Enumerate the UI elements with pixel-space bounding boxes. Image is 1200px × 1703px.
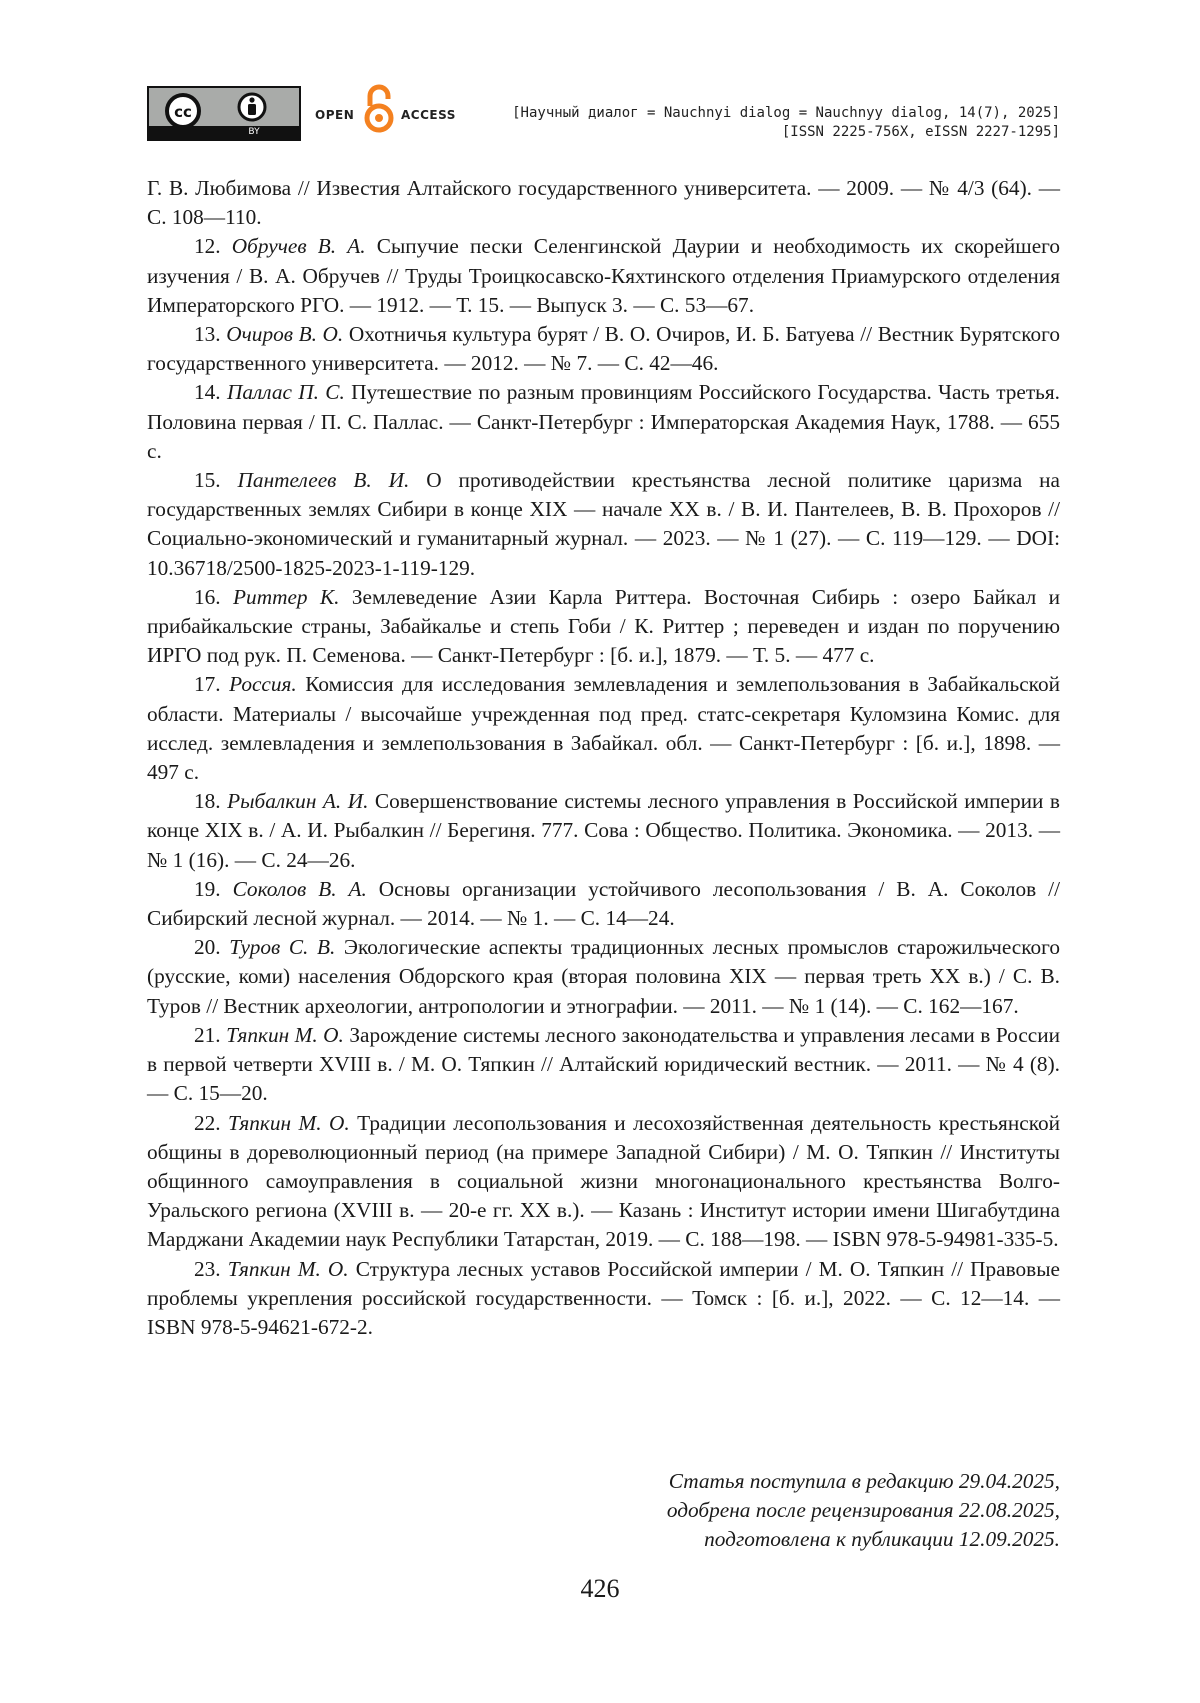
reference-text: Экологические аспекты традиционных лесных промыслов старожильческого (русские, коми) населения Обдорского края (вторая половина XIX — первая треть XX в.) / С. В. Туров // Вестник археологии, антропологии и этнографии. — 2011. — № 1 (14). — С. 162—167.: [147, 935, 1061, 1018]
reference-item: [147, 1021, 1060, 1109]
reference-item: [147, 670, 1060, 787]
page-header: [147, 84, 1060, 144]
reference-author: Риттер К.: [233, 584, 340, 609]
reference-item: [147, 875, 1060, 933]
reference-number: 18.: [194, 789, 221, 814]
prepared-date: подготовлена к публикации 12.09.2025.: [704, 1527, 1060, 1551]
reference-item: [147, 320, 1060, 378]
reference-number: 12.: [194, 234, 221, 259]
reference-number: 20.: [194, 935, 221, 960]
page-number: 426: [580, 1574, 620, 1603]
reference-text: Путешествие по разным провинциям Российского Государства. Часть третья. Половина первая / П. С. Паллас. — Санкт-Петербург : Императорская Академия Наук, 1788. — 655 с.: [147, 380, 1061, 463]
journal-title-line: [Научный диалог = Nauchnyi dialog = Nauchnyy dialog, 14(7), 2025]: [512, 105, 1060, 121]
reference-item: [147, 1255, 1060, 1343]
reference-number: 22.: [194, 1110, 221, 1135]
reference-author: Тяпкин М. О.: [226, 1022, 344, 1047]
cc-by-label: BY: [248, 127, 260, 137]
approved-date: одобрена после рецензирования 22.08.2025,: [666, 1498, 1060, 1522]
reference-text: Землеведение Азии Карла Риттера. Восточная Сибирь : озеро Байкал и прибайкальские страны, Забайкалье и степь Гоби / К. Риттер ; переведен и издан по поручению ИРГО под рук. П. Семенова. — Санкт-Петербург : [б. и.], 1879. — Т. 5. — 477 с.: [147, 584, 1061, 668]
reference-author: Обручев В. А.: [231, 234, 366, 259]
reference-items: [147, 232, 1060, 1342]
open-access-open-text: OPEN: [315, 108, 355, 122]
reference-text: Сыпучие пески Селенгинской Даурии и необходимость их скорейшего изучения / В. А. Обручев // Труды Троицкосавско-Кяхтинского отделения Приамурского отделения Императорского РГО. — 1912. — Т. 15. — Выпуск 3. — С. 53—67.: [147, 234, 1061, 317]
reference-author: Туров С. В.: [229, 935, 336, 960]
reference-text: Совершенствование системы лесного управления в Российской империи в конце XIX в. / А. И. Рыбалкин // Берегиня. 777. Сова : Общество. Политика. Экономика. — 2013. — № 1 (16). — С. 24—26.: [147, 789, 1060, 872]
reference-text: Структура лесных уставов Российской империи / М. О. Тяпкин // Правовые проблемы укрепления российской государственности. — Томск : [б. и.], 2022. — С. 12—14. — ISBN 978-5-94621-672-2.: [147, 1256, 1060, 1339]
reference-item: [147, 933, 1060, 1021]
reference-item: [147, 232, 1060, 320]
reference-text: Охотничья культура бурят / В. О. Очиров, И. Б. Батуева // Вестник Бурятского государственного университета. — 2012. — № 7. — С. 42—46.: [147, 322, 1061, 376]
reference-number: 17.: [194, 672, 221, 697]
reference-item: [147, 583, 1060, 671]
journal-issn-line: [ISSN 2225-756X, eISSN 2227-1295]: [781, 124, 1060, 140]
reference-number: 16.: [194, 584, 221, 609]
reference-author: Тяпкин М. О.: [228, 1110, 350, 1135]
reference-text: Зарождение системы лесного законодательства и управления лесами в России в первой четверти XVIII в. / М. О. Тяпкин // Алтайский юридический вестник. — 2011. — № 4 (8). — С. 15—20.: [147, 1022, 1061, 1106]
reference-author: Паллас П. С.: [226, 380, 345, 405]
open-access-lock-icon: [361, 84, 397, 134]
cc-icon: [149, 88, 299, 126]
reference-item: [147, 466, 1060, 583]
reference-text: Основы организации устойчивого лесопользования / В. А. Соколов // Сибирский лесной журнал. — 2014. — № 1. — С. 14—24.: [147, 876, 1060, 931]
reference-number: 15.: [194, 468, 221, 493]
reference-text: Комиссия для исследования землевладения и землепользования в Забайкальской области. Материалы / высочайше учрежденная под пред. статс-секретаря Куломзина Комис. для исслед. землевладения и землепользования в Забайкал. обл. — Санкт-Петербург : [б. и.], 1898. — 497 с.: [147, 672, 1060, 785]
svg-text:cc: cc: [174, 103, 192, 121]
journal-info: [512, 104, 1060, 142]
reference-item: [147, 378, 1060, 466]
reference-item: [147, 1109, 1060, 1255]
reference-number: 21.: [194, 1022, 221, 1047]
reference-continuation: Г. В. Любимова // Известия Алтайского государственного университета. — 2009. — № 4/3 (64). — С. 108—110.: [147, 176, 1060, 230]
reference-number: 19.: [194, 876, 221, 901]
received-date: Статья поступила в редакцию 29.04.2025,: [668, 1469, 1060, 1493]
reference-number: 14.: [194, 380, 221, 405]
reference-number: 13.: [194, 322, 221, 347]
references-list: [147, 174, 1060, 1342]
open-access-access-text: ACCESS: [401, 108, 456, 122]
reference-text: О противодействии крестьянства лесной политике царизма на государственных землях Сибири в конце XIX — начале XX в. / В. И. Пантелеев, В. В. Прохоров // Социально-экономический и гуманитарный журнал. — 2023. — № 1 (27). — С. 119—129. — DOI: 10.36718/2500-1825-2023-1-119-129.: [147, 468, 1060, 580]
reference-text: Традиции лесопользования и лесохозяйственная деятельность крестьянской общины в дореволюционный период (на примере Западной Сибири) / М. О. Тяпкин // Институты общинного самоуправления в социальной жизни многонационального крестьянства Волго-Уральского региона (XVIII в. — 20-е гг. XX в.). — Казань : Институт истории имени Шигабутдина Марджани Академии наук Республики Татарстан, 2019. — С. 188—198. — ISBN 978-5-94981-335-5.: [147, 1110, 1061, 1252]
cc-by-license-badge[interactable]: [147, 86, 301, 141]
reference-item: [147, 787, 1060, 875]
reference-author: Пантелеев В. И.: [237, 468, 410, 493]
open-access-logo[interactable]: [315, 84, 465, 144]
reference-author: Тяпкин М. О.: [227, 1256, 349, 1281]
reference-author: Рыбалкин А. И.: [227, 789, 369, 814]
reference-number: 23.: [194, 1256, 221, 1281]
reference-author: Соколов В. А.: [232, 876, 367, 901]
reference-author: Россия.: [229, 672, 297, 697]
reference-author: Очиров В. О.: [226, 322, 344, 347]
article-dates: [667, 1467, 1060, 1554]
